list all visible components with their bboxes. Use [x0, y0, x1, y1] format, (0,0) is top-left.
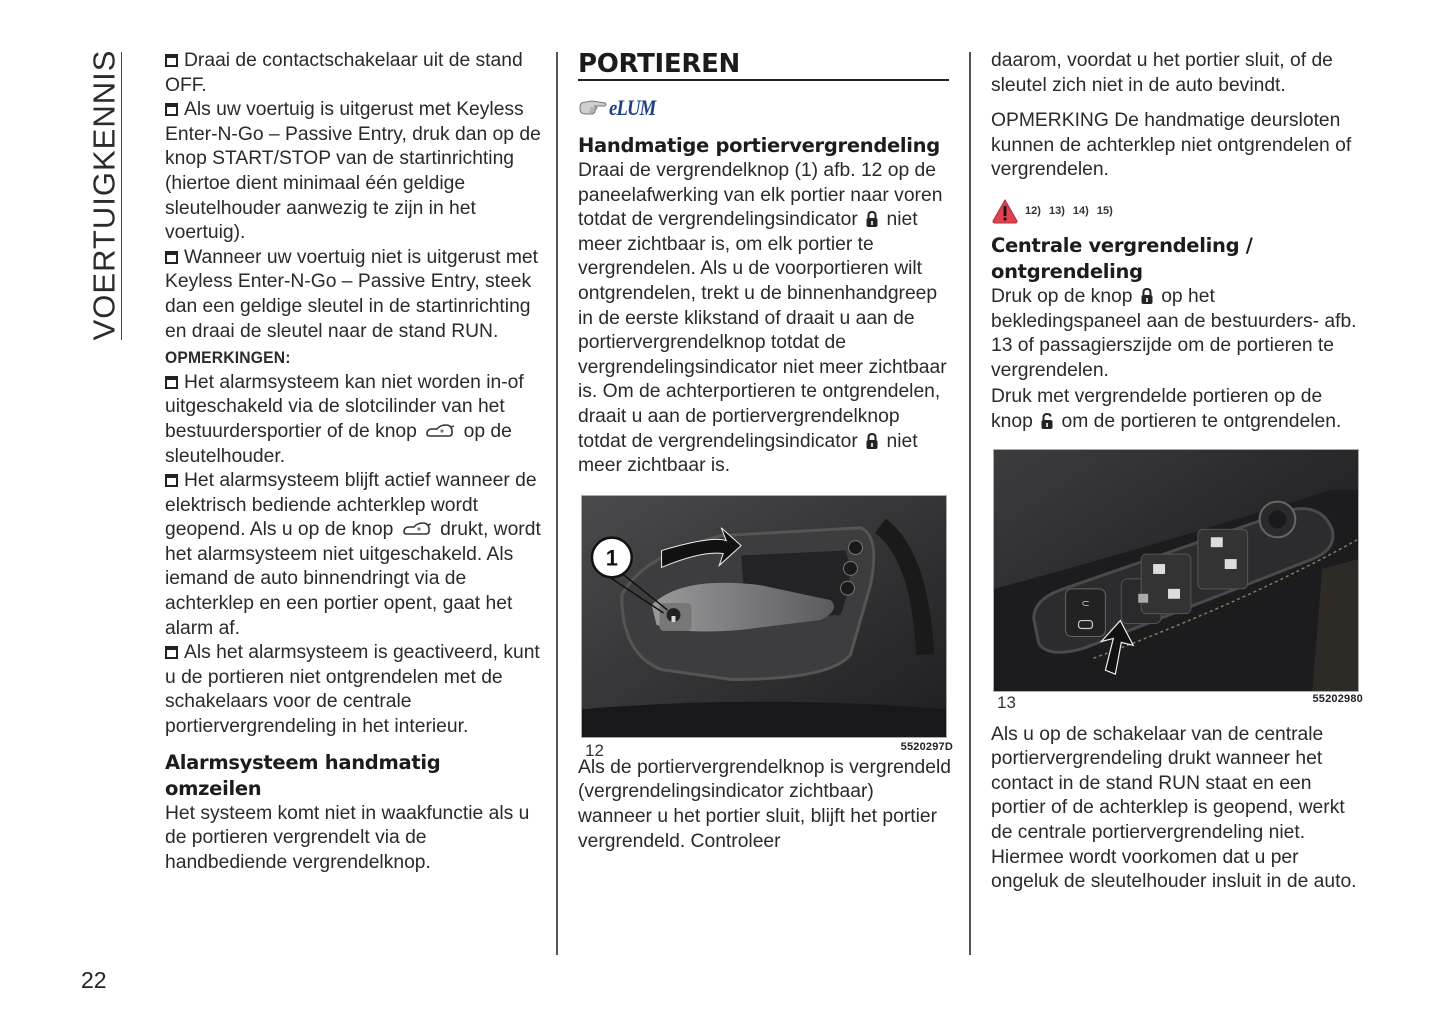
- note-text: drukt, wordt het alarmsysteem niet uitgeschakeld. Als iemand de auto binnendringt via de achterklep en een portier opent, gaat het alarm af.: [165, 519, 541, 639]
- column-divider: [969, 52, 971, 955]
- column-2: [578, 49, 953, 854]
- body-paragraph: Het systeem komt niet in waakfunctie als u de portieren vergrendelt via de handbediende vergrendelknop.: [165, 802, 530, 873]
- pointing-hand-icon: [578, 98, 608, 118]
- note-text: op de sleutelhouder.: [165, 420, 512, 467]
- key-fob-tailgate-icon: [402, 521, 432, 537]
- body-text: Druk met vergrendelde portieren op de knop: [991, 386, 1323, 432]
- chapter-title-text: VOERTUIGKENNIS: [86, 49, 122, 341]
- figure-code: 5520297D: [900, 741, 953, 754]
- warning-triangle-icon: [991, 198, 1019, 224]
- notes-label: OPMERKINGEN:: [165, 348, 291, 368]
- square-bullet-icon: [165, 54, 178, 67]
- body-paragraph: [991, 385, 1363, 434]
- warning-references[interactable]: [991, 197, 1363, 225]
- figure-code: 55202980: [1312, 692, 1363, 705]
- body-paragraph: daarom, voordat u het portier sluit, of de sleutel zich niet in de auto bevindt.: [991, 50, 1333, 96]
- note-text: Het alarmsysteem kan niet worden in-of uitgeschakeld via de slotcilinder van het bestuurdersportier of de knop: [165, 371, 524, 442]
- square-bullet-icon: [165, 376, 178, 389]
- body-paragraph: Als u op de schakelaar van de centrale portiervergrendeling drukt wanneer het contact in de stand RUN staat en een portier of de achterklep is geopend, werkt de centrale portiervergrendeling niet. Hiermee wordt voorkomen dat u per ongeluk de sleutelhouder insluit in de auto.: [991, 723, 1357, 893]
- subheading: Handmatige portiervergrendeling: [578, 134, 940, 157]
- note-item: [165, 641, 543, 739]
- body-paragraph: [991, 285, 1363, 383]
- door-switch-panel-photo: [994, 450, 1358, 691]
- column-1: [165, 49, 543, 875]
- figure-image: [993, 449, 1359, 692]
- column-3: [991, 49, 1363, 895]
- elum-label: eLUM: [609, 94, 656, 120]
- bullet-text: Draai de contactschakelaar uit de stand OFF.: [165, 50, 523, 96]
- body-text: niet meer zichtbaar is, om elk portier te vergrendelen. Als u de voorportieren wilt ontgrendelen, trekt u de binnenhandgreep in de eerste klikstand of draait u aan de portiervergrendelknop totdat de vergrendelingsindicator niet meer zichtbaar is. Om de achterportieren te ontgrendelen, draait u aan de portiervergrendelknop totdat de vergrendelingsindicator: [578, 209, 947, 452]
- column-divider: [556, 52, 558, 955]
- subheading: Centrale vergrendeling / ontgrendeling: [991, 233, 1253, 283]
- padlock-open-icon: [1040, 412, 1054, 430]
- figure-13: [993, 449, 1363, 712]
- figure-12: [581, 495, 953, 760]
- elum-reference[interactable]: [578, 95, 953, 121]
- body-paragraph: Als de portiervergrendelknop is vergrendeld (vergrendelingsindicator zichtbaar) wanneer u het portier sluit, blijft het portier vergrendeld. Controleer: [578, 756, 951, 852]
- padlock-closed-icon: [865, 432, 879, 450]
- body-text: op het bekledingspaneel aan de bestuurders- afb. 13 of passagierszijde om de portieren te vergrendelen.: [991, 285, 1357, 381]
- note-item: [165, 469, 543, 641]
- callout-number: 1: [605, 545, 618, 571]
- chapter-side-title: [84, 50, 124, 340]
- svg-text:⊂: ⊂: [1081, 598, 1090, 610]
- door-handle-photo: [582, 496, 946, 737]
- body-text: Draai de vergrendelknop (1) afb. 12 op de paneelafwerking van elk portier naar voren totdat de vergrendelingsindicator: [578, 160, 943, 231]
- bullet-item: [165, 49, 543, 98]
- figure-number: 12: [585, 740, 604, 760]
- square-bullet-icon: [165, 474, 178, 487]
- note-text: Het alarmsysteem blijft actief wanneer de elektrisch bediende achterklep wordt geopend. Als u op de knop: [165, 470, 537, 541]
- figure-caption: [581, 740, 953, 760]
- body-paragraph: [578, 159, 953, 479]
- padlock-closed-icon: [1140, 287, 1154, 305]
- body-text: Druk op de knop: [991, 285, 1133, 307]
- note-item: [165, 371, 543, 469]
- square-bullet-icon: [165, 103, 178, 116]
- padlock-closed-icon: [865, 210, 879, 228]
- body-text: om de portieren te ontgrendelen.: [1061, 410, 1342, 432]
- bullet-text: Als uw voertuig is uitgerust met Keyless Enter-N-Go – Passive Entry, druk dan op de knop START/STOP van de startinrichting (hiertoe dient minimaal één geldige sleutelhouder aanwezig te zijn in het voertuig).: [165, 99, 541, 244]
- subheading: Alarmsysteem handmatig omzeilen: [165, 750, 441, 800]
- figure-number: 13: [997, 692, 1016, 712]
- square-bullet-icon: [165, 646, 178, 659]
- bullet-item: [165, 246, 543, 344]
- body-text: niet meer zichtbaar is.: [578, 430, 918, 477]
- chapter-side-rule: [121, 52, 122, 340]
- bullet-item: [165, 98, 543, 246]
- key-fob-tailgate-icon: [425, 423, 455, 439]
- figure-image: [581, 495, 947, 738]
- note-text: Als het alarmsysteem is geactiveerd, kunt u de portieren niet ontgrendelen met de schakelaars voor de centrale portiervergrendeling in het interieur.: [165, 642, 540, 738]
- square-bullet-icon: [165, 251, 178, 264]
- figure-caption: [993, 692, 1363, 712]
- section-title: PORTIEREN: [578, 50, 949, 81]
- bullet-text: Wanneer uw voertuig niet is uitgerust met Keyless Enter-N-Go – Passive Entry, steek dan een geldige sleutel in de startinrichting en draai de sleutel naar de stand RUN.: [165, 246, 539, 342]
- page-number: 22: [81, 967, 107, 993]
- note-paragraph: OPMERKING De handmatige deursloten kunnen de achterklep niet ontgrendelen of vergrendelen.: [991, 110, 1352, 181]
- warning-refs-text: 12) 13) 14) 15): [1025, 204, 1113, 217]
